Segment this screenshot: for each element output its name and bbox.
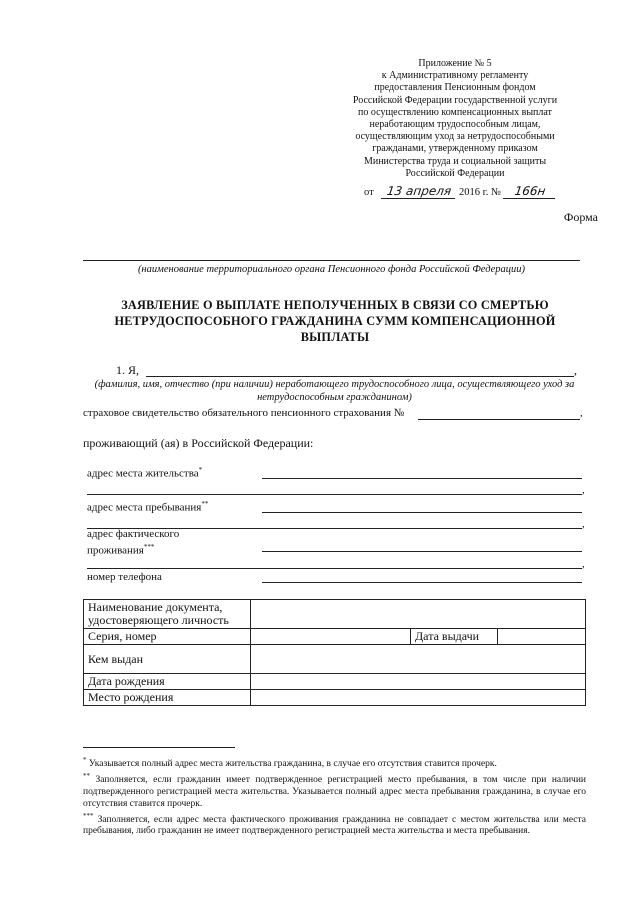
phone-label: номер телефона: [87, 571, 162, 583]
appendix-line: предоставления Пенсионным фондом: [374, 82, 536, 94]
applicant-caption: (фамилия, имя, отчество (при наличии) неработающего трудоспособного лица, осуществляющего уход за нетрудоспособным гражданином): [94, 379, 575, 403]
footnote-2: [83, 771, 586, 811]
issued-by-label: Кем выдан: [84, 645, 251, 674]
order-year: 2016 г. №: [458, 187, 501, 198]
actual-label: [87, 528, 179, 558]
order-reference: [364, 184, 594, 199]
footnote-mark: *: [198, 466, 203, 474]
footnote-mark: ***: [143, 543, 155, 551]
insurance-number-field[interactable]: [418, 419, 580, 420]
appendix-header: [330, 58, 580, 180]
order-prefix: от: [364, 187, 374, 198]
appendix-line: Министерства труда и социальной защиты: [363, 155, 547, 167]
footnote-1: [83, 755, 586, 771]
form-title: ЗАЯВЛЕНИЕ О ВЫПЛАТЕ НЕПОЛУЧЕННЫХ В СВЯЗИ СО СМЕРТЬЮ НЕТРУДОСПОСОБНОГО ГРАЖДАНИНА СУММ КОМПЕНСАЦИОННОЙ ВЫПЛАТЫ: [114, 298, 556, 344]
residence-label: [87, 466, 202, 480]
birth-place-cell[interactable]: [251, 690, 586, 706]
footnote-separator: [83, 747, 235, 748]
insurance-label: страховое свидетельство обязательного пенсионного страхования №: [83, 407, 405, 419]
comma: ,: [574, 363, 577, 377]
stay-text: адрес места пребывания: [87, 501, 202, 514]
footnotes: [83, 755, 586, 838]
residence-text: адрес места жительства: [87, 467, 199, 480]
appendix-line: осуществляющим уход за нетрудоспособными: [355, 131, 555, 143]
footnote-mark: **: [83, 771, 90, 780]
actual-text-2: проживания: [87, 544, 144, 557]
series-cell[interactable]: [251, 629, 411, 645]
footnote-text: Заполняется, если гражданин имеет подтвержденное регистрацией место пребывания, в том числе при наличии подтвержденного регистрацией места жительства. Указывается полный адрес места пребывания гражданина, в случае его отсутствия ставится прочерк.: [83, 775, 586, 809]
identity-document-table: [83, 599, 586, 706]
residence-field-2[interactable]: [87, 494, 582, 495]
actual-field-2[interactable]: [87, 568, 582, 569]
appendix-line: неработающим трудоспособным лицам,: [369, 119, 541, 131]
appendix-line: по осуществлению компенсационных выплат: [358, 106, 552, 118]
birth-date-label: Дата рождения: [84, 674, 251, 690]
residence-field[interactable]: [262, 478, 582, 479]
actual-field[interactable]: [262, 551, 582, 552]
doc-name-label: Наименование документа, удостоверяющего личность: [84, 600, 251, 629]
org-caption: (наименование территориального органа Пенсионного фонда Российской Федерации): [137, 264, 526, 275]
footnote-text: Указывается полный адрес места жительства гражданина, в случае его отсутствия ставится прочерк.: [88, 759, 497, 770]
birth-place-label: Место рождения: [84, 690, 251, 706]
appendix-line: Приложение № 5: [418, 58, 492, 69]
comma: ,: [582, 558, 585, 570]
residing-label: проживающий (ая) в Российской Федерации:: [83, 436, 314, 450]
footnote-mark: **: [201, 500, 209, 508]
comma: ,: [580, 407, 583, 419]
issue-date-label: Дата выдачи: [411, 629, 498, 645]
comma: ,: [582, 484, 585, 496]
applicant-name-field[interactable]: [146, 376, 574, 377]
form-label: Форма: [563, 210, 598, 224]
actual-text-1: адрес фактического: [87, 528, 180, 540]
stay-field[interactable]: [262, 512, 582, 513]
appendix-line: гражданами, утвержденному приказом: [372, 143, 538, 155]
comma: ,: [582, 518, 585, 530]
org-name-line[interactable]: [83, 260, 580, 261]
doc-name-cell[interactable]: [251, 600, 586, 629]
issued-by-cell[interactable]: [251, 645, 586, 674]
appendix-line: к Административному регламенту: [381, 70, 529, 82]
footnote-mark: ***: [83, 811, 94, 820]
issue-date-cell[interactable]: [498, 629, 586, 645]
phone-field[interactable]: [262, 582, 582, 583]
item1-label: 1. Я,: [116, 363, 140, 377]
appendix-line: Российской Федерации: [405, 167, 505, 179]
handwritten-date: 13 апреля: [381, 184, 457, 199]
footnote-3: [83, 811, 586, 839]
series-label: Серия, номер: [84, 629, 251, 645]
stay-label: [87, 500, 208, 514]
appendix-line: Российской Федерации государственной услуги: [352, 94, 558, 106]
footnote-text: Заполняется, если адрес места фактического проживания гражданина не совпадает с местом жительства или места пребывания, либо гражданин не имеет подтвержденного регистрацией места жительства и места пребывания.: [83, 814, 587, 837]
handwritten-number: 166н: [503, 184, 557, 199]
footnote-mark: *: [83, 756, 87, 764]
birth-date-cell[interactable]: [251, 674, 586, 690]
